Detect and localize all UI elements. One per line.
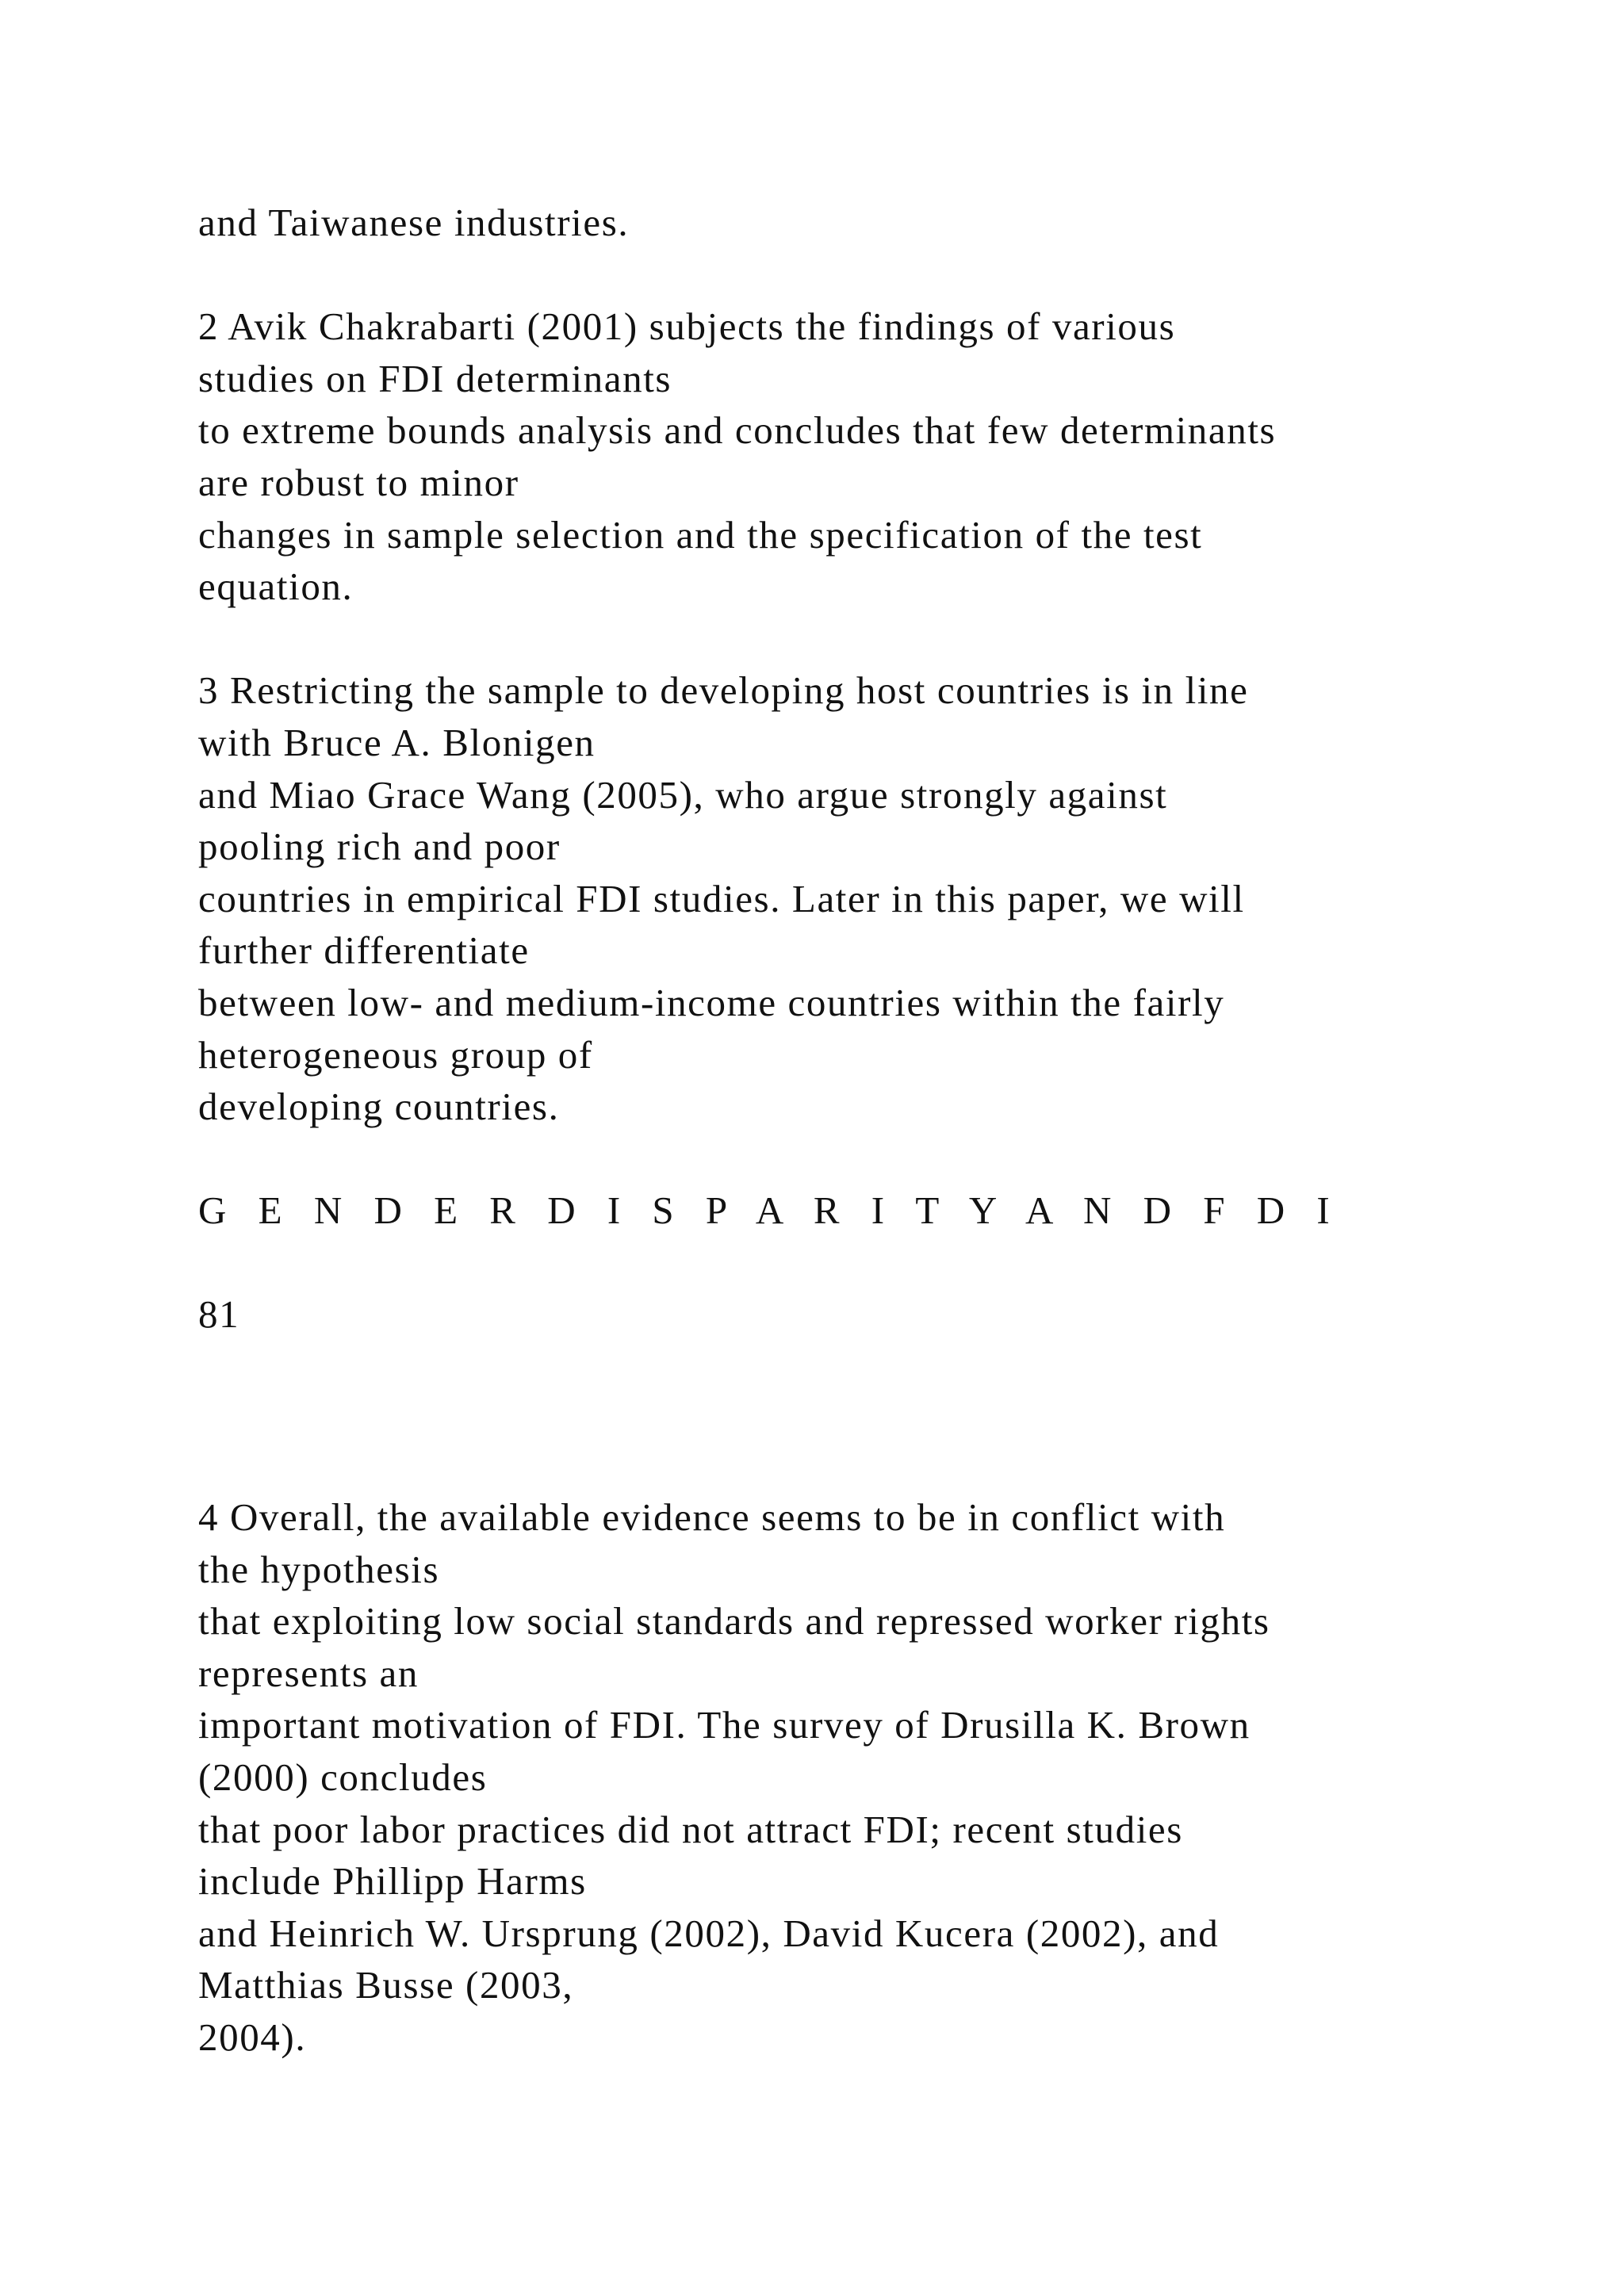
page-break-gap [198,1341,1530,1491]
paragraph-gap [198,1133,1530,1185]
text-line: countries in empirical FDI studies. Later in this paper, we will [198,876,1245,920]
text-line: 4 Overall, the available evidence seems to be in conflict with [198,1495,1226,1540]
text-line: heterogeneous group of [198,1032,593,1077]
continuation-paragraph [198,197,1530,249]
text-line: further differentiate [198,928,530,973]
paragraph-gap [198,1237,1530,1289]
page-number: 81 [198,1292,240,1337]
paragraph-gap [198,249,1530,301]
text-line: changes in sample selection and the specification of the test [198,512,1203,557]
footnote-3 [198,664,1530,1132]
text-line: between low- and medium-income countries within the fairly [198,980,1225,1024]
text-line: include Phillipp Harms [198,1859,587,1904]
text-line: to extreme bounds analysis and concludes that few determinants [198,408,1277,453]
running-head: G E N D E R D I S P A R I T Y A N D F D I [198,1188,1341,1233]
paragraph-gap [198,613,1530,665]
text-line: developing countries. [198,1085,560,1129]
text-line: (2000) concludes [198,1755,488,1800]
text-line: and Heinrich W. Ursprung (2002), David Kucera (2002), and [198,1911,1220,1955]
text-line: 2004). [198,2015,307,2059]
footnote-2 [198,300,1530,613]
text-line: 2 Avik Chakrabarti (2001) subjects the findings of various [198,304,1176,349]
text-line: represents an [198,1651,419,1695]
text-line: that poor labor practices did not attract FDI; recent studies [198,1807,1183,1851]
text-line: equation. [198,564,354,609]
text-line: with Bruce A. Blonigen [198,720,596,764]
text-line: are robust to minor [198,460,519,504]
text-line: pooling rich and poor [198,825,561,869]
text-line: 3 Restricting the sample to developing host countries is in line [198,668,1249,713]
text-line: and Miao Grace Wang (2005), who argue strongly against [198,772,1168,817]
text-line: studies on FDI determinants [198,356,672,400]
text-line: important motivation of FDI. The survey of Drusilla K. Brown [198,1703,1251,1747]
text-line: that exploiting low social standards and repressed worker rights [198,1599,1270,1644]
footnote-4 [198,1491,1530,2064]
text-line: and Taiwanese industries. [198,201,630,244]
text-line: Matthias Busse (2003, [198,1963,574,2007]
document-body [198,197,1530,2064]
text-line: the hypothesis [198,1547,440,1591]
